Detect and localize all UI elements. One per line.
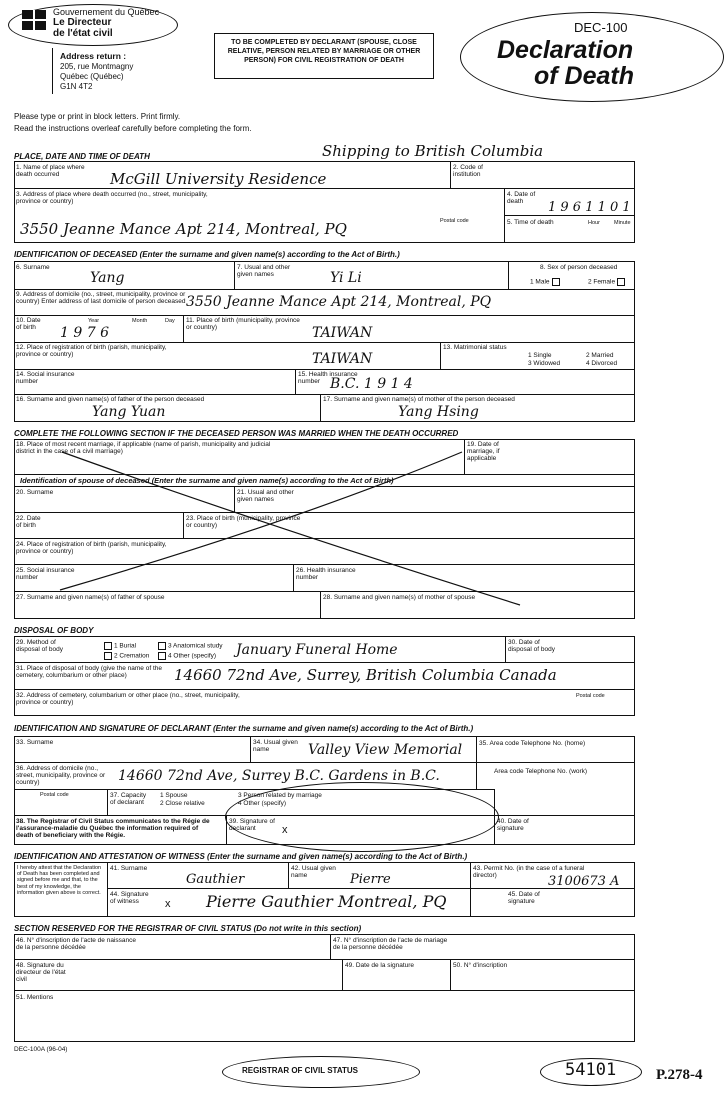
field-15-value[interactable]: B.C. 1 9 1 4	[330, 376, 413, 392]
postal-label-2: Postal code	[576, 693, 605, 699]
section-registrar-title: SECTION RESERVED FOR THE REGISTRAR OF CIVIL STATUS (Do not write in this section)	[14, 924, 362, 933]
field-49-label: 49. Date de la signature	[345, 962, 415, 969]
sex-male[interactable]: 1 Male	[530, 278, 562, 286]
shipping-note: Shipping to British Columbia	[322, 142, 544, 160]
field-47-label: 47. N° d'inscription de l'acte de mariage de la personne décédée	[333, 937, 448, 951]
field-3-label: 3. Address of place where death occurred (no., street, municipality, province or country)	[16, 191, 208, 205]
field-4-label: 4. Date of death	[507, 191, 536, 205]
field-3-value[interactable]: 3550 Jeanne Mance Apt 214, Montreal, PQ	[20, 220, 347, 238]
field-4-value[interactable]: 1 9 6 1 1 0 1	[548, 200, 631, 215]
registration-number: 54101	[565, 1060, 617, 1080]
field-23-label: 23. Place of birth (municipality, province or country)	[186, 515, 301, 529]
capacity-marriage[interactable]: 3 Person related by marriage	[238, 792, 322, 799]
disposal-cremation[interactable]: 2 Cremation	[102, 652, 149, 660]
field-34-label: 34. Usual given name	[253, 739, 298, 753]
field-19-label: 19. Date of marriage, if applicable	[467, 441, 500, 462]
section-married-title: COMPLETE THE FOLLOWING SECTION IF THE DECEASED PERSON WAS MARRIED WHEN THE DEATH OCCURRED	[14, 429, 459, 438]
field-14-label: 14. Social insurance number	[16, 371, 75, 385]
disposal-other[interactable]: 4 Other (specify)	[156, 652, 216, 660]
org-name-2: de l'état civil	[53, 28, 113, 39]
field-43-label: 43. Permit No. (in the case of a funeral director)	[473, 865, 585, 879]
capacity-spouse[interactable]: 1 Spouse	[160, 792, 188, 799]
minute-label: Minute	[614, 220, 631, 226]
field-44-label: 44. Signature of witness	[110, 891, 149, 905]
sex-female[interactable]: 2 Female	[588, 278, 627, 286]
field-22-label: 22. Date of birth	[16, 515, 41, 529]
field-29-value[interactable]: January Funeral Home	[236, 642, 398, 658]
field-9-label: 9. Address of domicile (no., street, municipality, province or country) Enter address of last domicile of person deceased	[16, 291, 186, 305]
hour-label: Hour	[588, 220, 600, 226]
field-35b-label: Area code Telephone No. (work)	[494, 768, 588, 775]
field-17-label: 17. Surname and given name(s) of mother of the person deceased	[323, 396, 515, 403]
field-13-label: 13. Matrimonial status	[443, 344, 507, 351]
field-20-label: 20. Surname	[16, 489, 54, 496]
year-label: Year	[88, 318, 100, 324]
field-29-label: 29. Method of disposal of body	[16, 639, 63, 653]
field-8-label: 8. Sex of person deceased	[540, 264, 618, 271]
field-39-label: 39. Signature of declarant	[229, 818, 275, 832]
postal-label-1: Postal code	[440, 218, 469, 224]
section-ident-title: IDENTIFICATION OF DECEASED (Enter the surname and given name(s) according to the Act of Birth.)	[14, 250, 400, 259]
field-35-label: 35. Area code Telephone No. (home)	[479, 740, 586, 747]
org-name-1: Le Directeur	[53, 17, 112, 28]
field-30-label: 30. Date of disposal of body	[508, 639, 555, 653]
field-39-value[interactable]: x	[282, 824, 288, 836]
form-title-1: Declaration	[497, 36, 634, 64]
section-place-title: PLACE, DATE AND TIME OF DEATH	[14, 152, 150, 161]
form-title-2: of Death	[534, 62, 634, 90]
field-12-label: 12. Place of registration of birth (parish, municipality, province or country)	[16, 344, 167, 358]
field-15-label: 15. Health insurance number	[298, 371, 358, 385]
field-41-value[interactable]: Gauthier	[186, 872, 245, 887]
field-11-value[interactable]: TAIWAN	[312, 325, 373, 341]
field-37-label: 37. Capacity of declarant	[110, 792, 147, 806]
disposal-anatomical[interactable]: 3 Anatomical study	[156, 642, 223, 650]
field-11-label: 11. Place of birth (municipality, province or country)	[186, 317, 300, 331]
section-disposal-title: DISPOSAL OF BODY	[14, 626, 94, 635]
field-16-label: 16. Surname and given name(s) of father of the person deceased	[16, 396, 205, 403]
field-21-label: 21. Usual and other given names	[237, 489, 294, 503]
field-2-label: 2. Code of institution	[453, 164, 483, 178]
form-code: DEC-100	[574, 20, 628, 35]
status-single[interactable]: 1 Single	[528, 352, 552, 359]
field-24-label: 24. Place of registration of birth (parish, municipality, province or country)	[16, 541, 167, 555]
page-reference: P.278-4	[656, 1067, 703, 1083]
witness-signature: Pierre Gauthier Montreal, PQ	[206, 892, 447, 911]
status-widowed[interactable]: 3 Widowed	[528, 360, 561, 367]
capacity-relative[interactable]: 2 Close relative	[160, 800, 205, 807]
field-18-label: 18. Place of most recent marriage, if applicable (name of parish, municipality and judicial district in the case of a civil marriage)	[16, 441, 271, 455]
disposal-burial[interactable]: 1 Burial	[102, 642, 136, 650]
field-12-value[interactable]: TAIWAN	[312, 351, 373, 367]
instruction-1: Please type or print in block letters. Print firmly.	[14, 112, 181, 121]
field-33-label: 33. Surname	[16, 739, 54, 746]
field-36-value[interactable]: 14660 72nd Ave, Surrey B.C. Gardens in B.C.	[118, 768, 440, 784]
field-51-label: 51. Mentions	[16, 994, 54, 1001]
form-revision: DEC-100A (96-04)	[14, 1046, 68, 1053]
declarant-oval	[225, 782, 499, 852]
field-40-label: 40. Date of signature	[497, 818, 529, 832]
field-46-label: 46. N° d'inscription de l'acte de naissance de la personne décédée	[16, 937, 136, 951]
field-6-value[interactable]: Yang	[90, 270, 125, 286]
completion-notice: TO BE COMPLETED BY DECLARANT (SPOUSE, CLOSE RELATIVE, PERSON RELATED BY MARRIAGE OR OTHER PERSON) FOR CIVIL REGISTRATION OF DEATH	[214, 33, 434, 79]
return-title: Address return :	[60, 51, 127, 61]
field-31-value[interactable]: 14660 72nd Ave, Surrey, British Columbia Canada	[174, 666, 557, 684]
field-38-label: 38. The Registrar of Civil Status communicates to the Régie de l'assurance-maladie du Québec the information required of death of beneficiary with the Régie.	[16, 818, 210, 839]
field-32-label: 32. Address of cemetery, columbarium or other place (no., street, municipality, province or country)	[16, 692, 240, 706]
field-7-label: 7. Usual and other given names	[237, 264, 291, 278]
instruction-2: Read the instructions overleaf carefully before completing the form.	[14, 124, 252, 133]
field-44-value[interactable]: x	[165, 898, 171, 910]
section-witness-title: IDENTIFICATION AND ATTESTATION OF WITNESS (Enter the surname and given name(s) according to the Act of Birth.)	[14, 852, 468, 861]
gov-name: Gouvernement du Québec	[53, 7, 160, 17]
status-married[interactable]: 2 Married	[586, 352, 614, 359]
field-16-value[interactable]: Yang Yuan	[92, 404, 166, 420]
field-7-value[interactable]: Yi Li	[330, 270, 362, 286]
field-36-label: 36. Address of domicile (no., street, municipality, province or country)	[16, 765, 106, 786]
field-28-label: 28. Surname and given name(s) of mother of spouse	[323, 594, 476, 601]
field-5-label: 5. Time of death	[507, 219, 554, 226]
field-50-label: 50. N° d'inscription	[453, 962, 508, 969]
day-label: Day	[165, 318, 175, 324]
field-6-label: 6. Surname	[16, 264, 50, 271]
field-42-label: 42. Usual given name	[291, 865, 336, 879]
postal-label-3: Postal code	[40, 792, 69, 798]
field-10-label: 10. Date of birth	[16, 317, 41, 331]
field-9-value[interactable]: 3550 Jeanne Mance Apt 214, Montreal, PQ	[186, 294, 492, 310]
field-41-label: 41. Surname	[110, 865, 148, 872]
return-address: 205, rue Montmagny Québec (Québec) G1N 4T2	[60, 62, 134, 91]
capacity-other[interactable]: 4 Other (specify)	[238, 800, 287, 807]
section-declarant-title: IDENTIFICATION AND SIGNATURE OF DECLARANT (Enter the surname and given name(s) according to the Act of Birth.)	[14, 724, 474, 733]
spouse-subtitle: Identification of spouse of deceased (Enter the surname and given name(s) according to the Act of Birth)	[20, 476, 394, 485]
field-10-value[interactable]: 1 9 7 6	[60, 325, 109, 341]
field-42-value[interactable]: Pierre	[350, 872, 391, 887]
field-26-label: 26. Health insurance number	[296, 567, 356, 581]
registrar-stamp: REGISTRAR OF CIVIL STATUS	[242, 1066, 359, 1075]
field-17-value[interactable]: Yang Hsing	[398, 404, 479, 420]
field-43-value[interactable]: 3100673 A	[548, 874, 620, 889]
field-27-label: 27. Surname and given name(s) of father of spouse	[16, 594, 165, 601]
field-31-label: 31. Place of disposal of body (give the name of the cemetery, columbarium or other place)	[16, 665, 162, 679]
witness-attestation: I hereby attest that the Declaration of Death has been completed and signed before me and that, to the best of my knowledge, the information given above is correct.	[17, 865, 102, 896]
field-34-value[interactable]: Valley View Memorial	[308, 742, 463, 758]
field-48-label: 48. Signature du directeur de l'état civil	[16, 962, 66, 983]
field-1-label: 1. Name of place where death occurred	[16, 164, 85, 178]
status-divorced[interactable]: 4 Divorced	[586, 360, 618, 367]
field-45-label: 45. Date of signature	[508, 891, 540, 905]
month-label: Month	[132, 318, 148, 324]
field-1-value[interactable]: McGill University Residence	[110, 170, 327, 188]
field-25-label: 25. Social insurance number	[16, 567, 75, 581]
